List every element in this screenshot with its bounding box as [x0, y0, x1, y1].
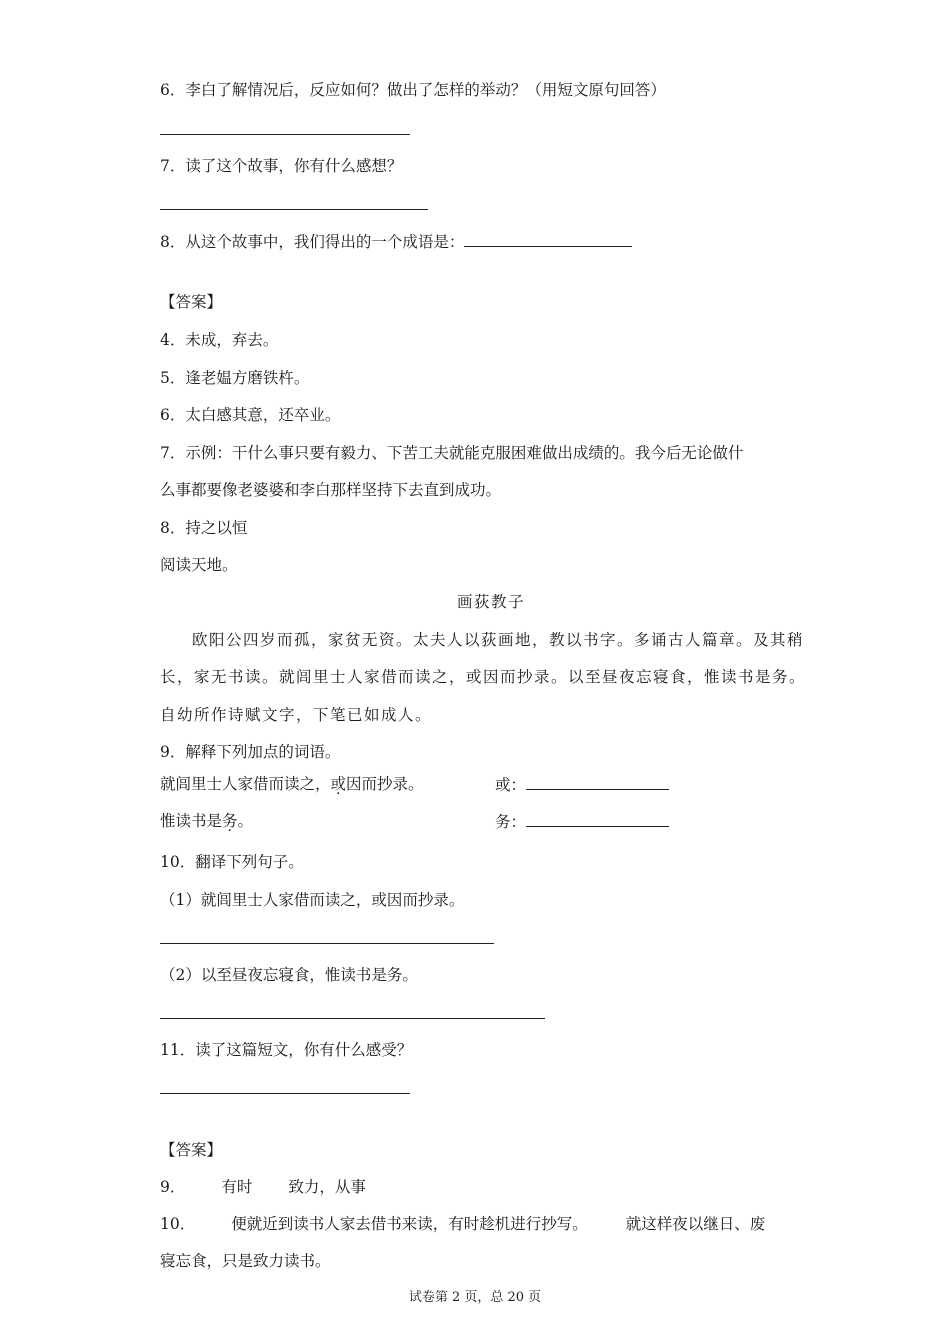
question-10-sentence-1: （1）就闾里士人家借而读之，或因而抄录。: [160, 891, 465, 909]
question-8-text: 8．从这个故事中，我们得出的一个成语是：: [160, 233, 465, 251]
answer-8: 8．持之以恒: [160, 519, 248, 537]
answer-10-line-2: 寝忘食，只是致力读书。: [160, 1252, 331, 1270]
answer-line-q10-1[interactable]: [160, 943, 494, 944]
answer-blank-q9-2[interactable]: [526, 810, 669, 827]
q9-row2-answer: [495, 810, 669, 833]
q9-row1-answer: [495, 773, 669, 796]
question-9: 9．解释下列加点的词语。: [160, 743, 341, 761]
answer-blank-q8[interactable]: [464, 230, 632, 247]
answer-9-part-1: 有时: [221, 1178, 253, 1196]
q9-row1-dotted-word: 或: [330, 775, 347, 793]
answer-10: [160, 1213, 765, 1235]
answer-9: [160, 1176, 366, 1198]
answer-line-q7[interactable]: [160, 209, 428, 210]
answer-9-num: 9．: [160, 1178, 186, 1196]
q9-row1-post: 因而抄录。: [346, 775, 424, 793]
answer-blank-q9-1[interactable]: [526, 773, 669, 790]
answer-10-part-2: 就这样夜以继日、废: [625, 1215, 766, 1233]
answer-header-1: 【答案】: [160, 293, 223, 311]
answer-4: 4．未成，弃去。: [160, 331, 279, 349]
answer-6: 6．太白感其意，还卒业。: [160, 406, 341, 424]
answer-5: 5．逢老媪方磨铁杵。: [160, 369, 310, 387]
q9-row1-label: 或：: [495, 776, 527, 794]
question-9-row-2: [160, 810, 253, 832]
section-intro: 阅读天地。: [160, 556, 238, 574]
question-10: 10．翻译下列句子。: [160, 853, 304, 871]
answer-line-q6[interactable]: [160, 134, 410, 135]
question-11: 11．读了这篇短文，你有什么感受？: [160, 1041, 413, 1059]
q9-row2-pre: 惟读书是: [160, 812, 223, 830]
question-6: 6．李白了解情况后，反应如何？做出了怎样的举动？（用短文原句回答）: [160, 81, 666, 99]
answer-line-q10-2[interactable]: [160, 1018, 545, 1019]
answer-7-line-1: 7．示例：干什么事只要有毅力、下苦工夫就能克服困难做出成绩的。我今后无论做什: [160, 444, 744, 462]
passage-line-2: 长，家无书读。就闾里士人家借而读之，或因而抄录。以至昼夜忘寝食，惟读书是务。: [160, 668, 807, 686]
answer-10-part-1: 便就近到读书人家去借书来读，有时趁机进行抄写。: [231, 1215, 588, 1233]
answer-line-q11[interactable]: [160, 1093, 410, 1094]
passage-title: 画荻教子: [456, 593, 525, 611]
question-10-sentence-2: （2）以至昼夜忘寝食，惟读书是务。: [160, 966, 418, 984]
answer-7-line-2: 么事都要像老婆婆和李白那样坚持下去直到成功。: [160, 481, 502, 499]
question-7: 7．读了这个故事，你有什么感想？: [160, 157, 403, 175]
answer-header-2: 【答案】: [160, 1141, 223, 1159]
passage-line-3: 自幼所作诗赋文字，下笔已如成人。: [160, 706, 433, 724]
q9-row2-dotted-word: 务: [222, 812, 238, 830]
q9-row2-post: 。: [237, 812, 254, 830]
question-9-row-1: [160, 773, 424, 795]
q9-row2-label: 务：: [495, 813, 527, 831]
passage-line-1: 欧阳公四岁而孤，家贫无资。太夫人以荻画地，教以书字。多诵古人篇章。及其稍: [192, 631, 805, 649]
question-8: [160, 230, 632, 253]
page-footer: 试卷第 2 页，总 20 页: [408, 1290, 542, 1305]
q9-row1-pre: 就闾里士人家借而读之，: [160, 775, 331, 793]
answer-9-part-2: 致力，从事: [288, 1178, 366, 1196]
answer-10-num: 10．: [160, 1215, 196, 1233]
